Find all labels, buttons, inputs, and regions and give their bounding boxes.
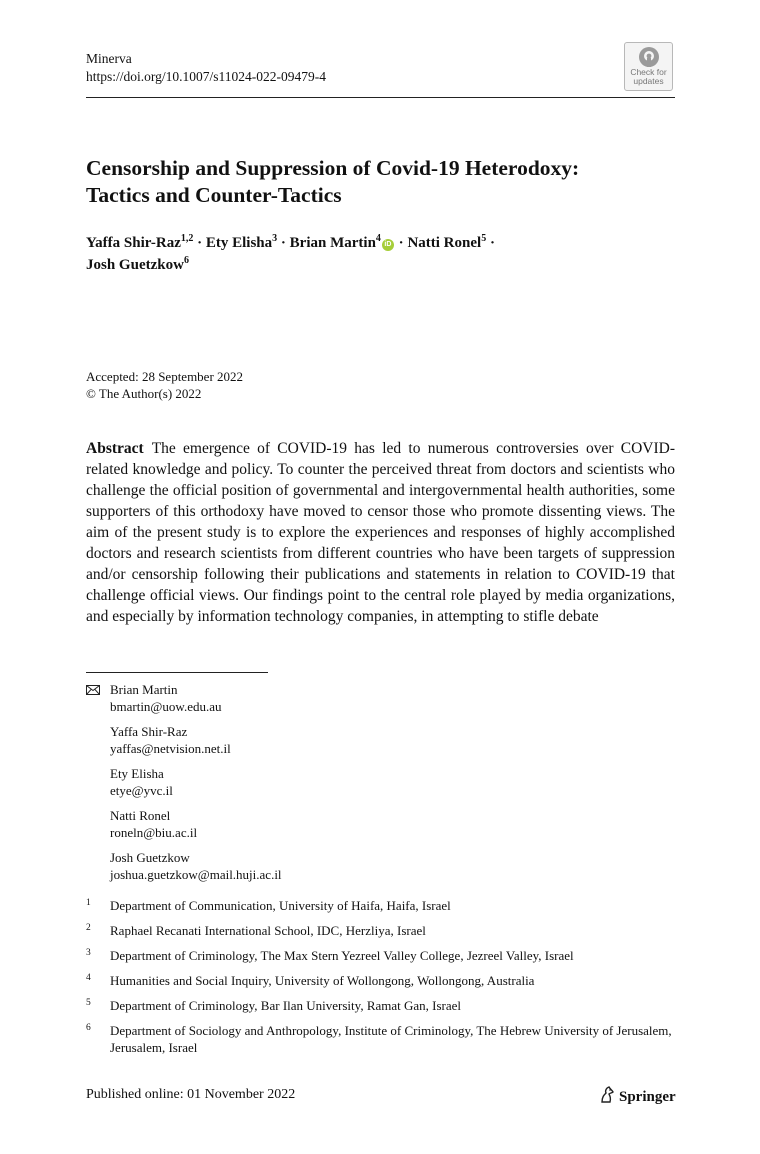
contact-name: Josh Guetzkow bbox=[110, 850, 190, 865]
published-online: Published online: 01 November 2022 bbox=[86, 1087, 296, 1102]
author-affil-sup: 4 bbox=[375, 233, 381, 244]
affiliation-number: 1 bbox=[86, 898, 91, 908]
author-separator: · bbox=[277, 235, 290, 251]
article-title bbox=[86, 155, 686, 209]
contact-list bbox=[86, 682, 282, 892]
accepted-date: Accepted: 28 September 2022 bbox=[86, 369, 244, 384]
author-name[interactable]: Ety Elisha bbox=[205, 235, 273, 251]
author-affil-sup: 6 bbox=[183, 255, 189, 266]
author-list bbox=[86, 232, 686, 276]
footnote-rule bbox=[86, 672, 268, 673]
title-line2: Tactics and Counter-Tactics bbox=[86, 183, 342, 207]
affiliation-text: Department of Sociology and Anthropology, Institute of Criminology, The Hebrew University of Jerusalem, Jerusalem, Israel bbox=[110, 1023, 672, 1055]
contact-item bbox=[86, 724, 282, 757]
affiliation-item bbox=[86, 923, 676, 940]
affiliation-number: 2 bbox=[86, 923, 91, 933]
affiliation-text: Raphael Recanati International School, IDC, Herzliya, Israel bbox=[110, 923, 426, 938]
affiliation-number: 3 bbox=[86, 948, 91, 958]
abstract bbox=[86, 438, 675, 627]
abstract-label: Abstract bbox=[86, 440, 144, 457]
contact-name: Natti Ronel bbox=[110, 808, 171, 823]
affiliation-number: 4 bbox=[86, 973, 91, 983]
journal-header bbox=[86, 50, 326, 86]
check-for-updates-icon bbox=[638, 46, 660, 68]
affiliation-item bbox=[86, 1023, 676, 1056]
author-separator: · bbox=[486, 235, 495, 251]
article-dates bbox=[86, 368, 243, 402]
affiliation-list bbox=[86, 898, 676, 1065]
title-line1: Censorship and Suppression of Covid-19 Heterodoxy: bbox=[86, 156, 580, 180]
author-affil-sup: 1,2 bbox=[180, 233, 194, 244]
author-name[interactable]: Josh Guetzkow bbox=[86, 257, 184, 273]
contact-name: Ety Elisha bbox=[110, 766, 164, 781]
contact-email[interactable]: yaffas@netvision.net.il bbox=[110, 740, 231, 756]
affiliation-item bbox=[86, 948, 676, 965]
contact-email[interactable]: joshua.guetzkow@mail.huji.ac.il bbox=[110, 866, 282, 882]
affiliation-text: Department of Criminology, The Max Stern Yezreel Valley College, Jezreel Valley, Israel bbox=[110, 948, 574, 963]
envelope-icon bbox=[86, 685, 100, 695]
affiliation-item bbox=[86, 973, 676, 990]
header-rule bbox=[86, 97, 675, 98]
affiliation-text: Humanities and Social Inquiry, University of Wollongong, Wollongong, Australia bbox=[110, 973, 535, 988]
affiliation-item bbox=[86, 898, 676, 915]
publisher-name: Springer bbox=[619, 1089, 676, 1105]
author-line1 bbox=[86, 232, 686, 254]
badge-line1: Check for bbox=[630, 67, 667, 77]
author-separator: · bbox=[394, 235, 408, 251]
doi-link[interactable]: https://doi.org/10.1007/s11024-022-09479-4 bbox=[86, 69, 327, 84]
author-name[interactable]: Natti Ronel bbox=[407, 235, 482, 251]
affiliation-item bbox=[86, 998, 676, 1015]
contact-email[interactable]: bmartin@uow.edu.au bbox=[110, 698, 222, 714]
author-line2 bbox=[86, 254, 686, 276]
affiliation-text: Department of Communication, University of Haifa, Haifa, Israel bbox=[110, 898, 451, 913]
affiliation-number: 6 bbox=[86, 1023, 91, 1033]
author-affil-sup: 5 bbox=[481, 233, 487, 244]
check-for-updates-badge[interactable] bbox=[624, 42, 673, 91]
affiliation-number: 5 bbox=[86, 998, 91, 1008]
contact-item bbox=[86, 682, 282, 715]
badge-line2: updates bbox=[633, 76, 664, 86]
springer-horse-icon bbox=[598, 1086, 616, 1104]
contact-email[interactable]: roneln@biu.ac.il bbox=[110, 824, 198, 840]
contact-name: Brian Martin bbox=[110, 682, 178, 697]
author-separator: · bbox=[193, 235, 206, 251]
author-name[interactable]: Yaffa Shir-Raz bbox=[86, 235, 181, 251]
publisher-logo[interactable] bbox=[598, 1086, 676, 1106]
author-affil-sup: 3 bbox=[272, 233, 278, 244]
contact-email[interactable]: etye@yvc.il bbox=[110, 782, 173, 798]
orcid-icon[interactable]: iD bbox=[382, 239, 394, 251]
copyright-line: © The Author(s) 2022 bbox=[86, 386, 202, 401]
contact-item bbox=[86, 850, 282, 883]
affiliation-text: Department of Criminology, Bar Ilan University, Ramat Gan, Israel bbox=[110, 998, 462, 1013]
author-name[interactable]: Brian Martin bbox=[289, 235, 376, 251]
contact-item bbox=[86, 766, 282, 799]
contact-item bbox=[86, 808, 282, 841]
contact-name: Yaffa Shir-Raz bbox=[110, 724, 188, 739]
abstract-text: The emergence of COVID-19 has led to numerous controversies over COVID-related knowledge and policy. To counter the perceived threat from doctors and scientists who challenge the official position of governmental and intergovernmental health authorities, some supporters of this orthodoxy have moved to censor those who promote dissenting views. The aim of the present study is to explore the experiences and responses of highly accomplished doctors and research scientists from different countries who have been targets of suppression and/or censorship following their publications and statements in relation to COVID-19 that challenge official views. Our findings point to the central role played by media organizations, and especially by information technology companies, in attempting to stifle debate bbox=[86, 440, 675, 625]
journal-name: Minerva bbox=[86, 51, 132, 66]
